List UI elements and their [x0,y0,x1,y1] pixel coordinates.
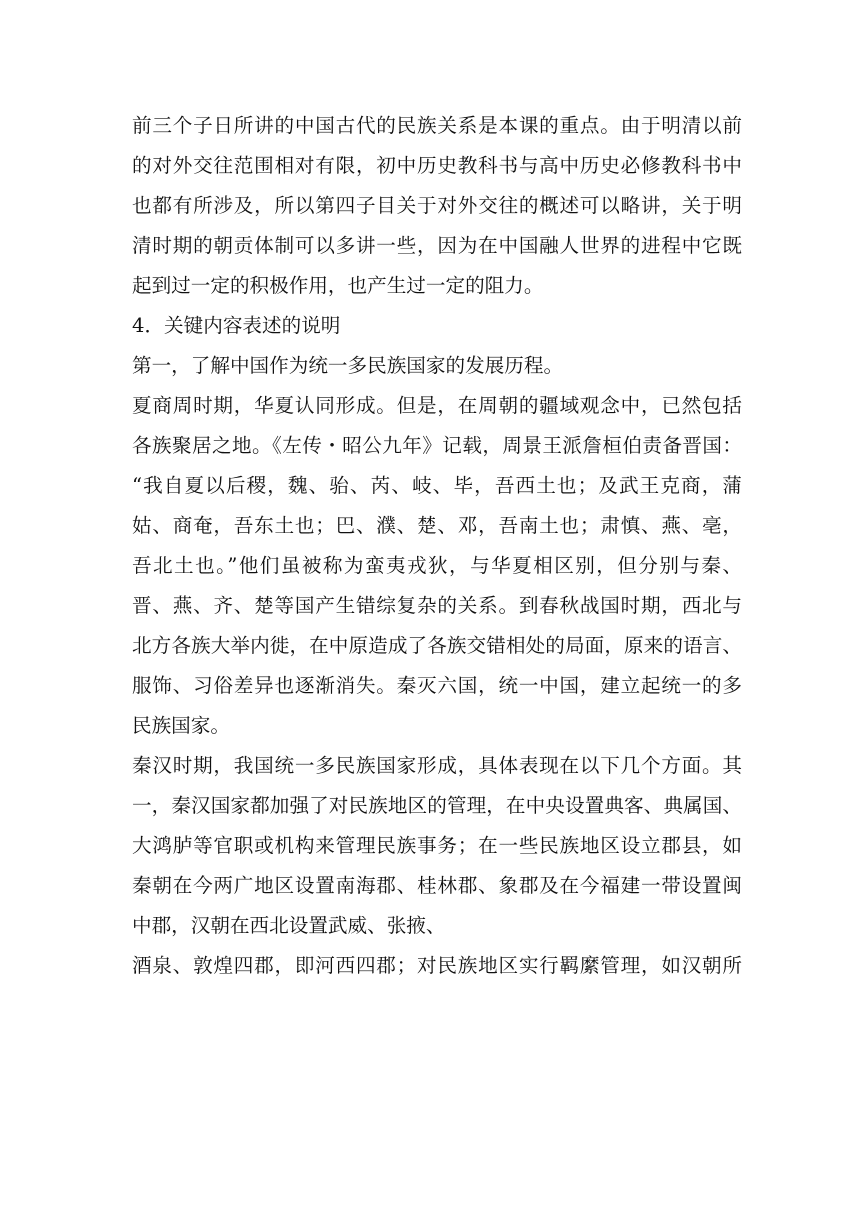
text-line: 第一，了解中国作为统一多民族国家的发展历程。 [132,354,564,377]
text-line: 大鸿胪等官职或机构来管理民族事务；在一些民族地区设立郡县，如 [132,834,742,857]
text-line: 姑、商奄，吾东土也；巴、濮、楚、邓，吾南土也；肃慎、燕、亳， [132,514,742,537]
document-body [132,106,742,986]
text-line: 民族国家。 [132,714,230,737]
text-line: 夏商周时期，华夏认同形成。但是，在周朝的疆域观念中，已然包括 [132,394,742,417]
section-heading: 4．关键内容表述的说明 [132,314,341,337]
text-line: 秦汉时期，我国统一多民族国家形成，具体表现在以下几个方面。其 [132,754,742,777]
text-line: 也都有所涉及，所以第四子目关于对外交往的概述可以略讲，关于明 [132,194,742,217]
text-line: 吾北土也。”他们虽被称为蛮夷戎狄，与华夏相区别，但分别与秦、 [132,554,742,577]
text-line: 晋、燕、齐、楚等国产生错综复杂的关系。到春秋战国时期，西北与 [132,594,742,617]
text-line: 前三个子日所讲的中国古代的民族关系是本课的重点。由于明清以前 [132,114,742,137]
text-line: 的对外交往范围相对有限，初中历史教科书与高中历史必修教科书中 [132,154,742,177]
text-line: 酒泉、敦煌四郡，即河西四郡；对民族地区实行羁縻管理，如汉朝所 [132,954,742,977]
text-line: 起到过一定的积极作用，也产生过一定的阻力。 [132,274,544,297]
text-line: 清时期的朝贡体制可以多讲一些，因为在中国融人世界的进程中它既 [132,234,742,257]
text-line: 服饰、习俗差异也逐渐消失。秦灭六国，统一中国，建立起统一的多 [132,674,742,697]
text-line: 秦朝在今两广地区设置南海郡、桂林郡、象郡及在今福建一带设置闽 [132,874,742,897]
text-line: 一，秦汉国家都加强了对民族地区的管理，在中央设置典客、典属国、 [132,794,742,817]
text-line: 北方各族大举内徙，在中原造成了各族交错相处的局面，原来的语言、 [132,634,742,657]
text-line: 中郡，汉朝在西北设置武威、张掖、 [132,914,446,937]
text-line: 各族聚居之地。《左传・昭公九年》记载，周景王派詹桓伯责备晋国： [132,434,742,457]
text-line: “我自夏以后稷，魏、骀、芮、岐、毕，吾西土也；及武王克商，蒲 [132,474,742,497]
